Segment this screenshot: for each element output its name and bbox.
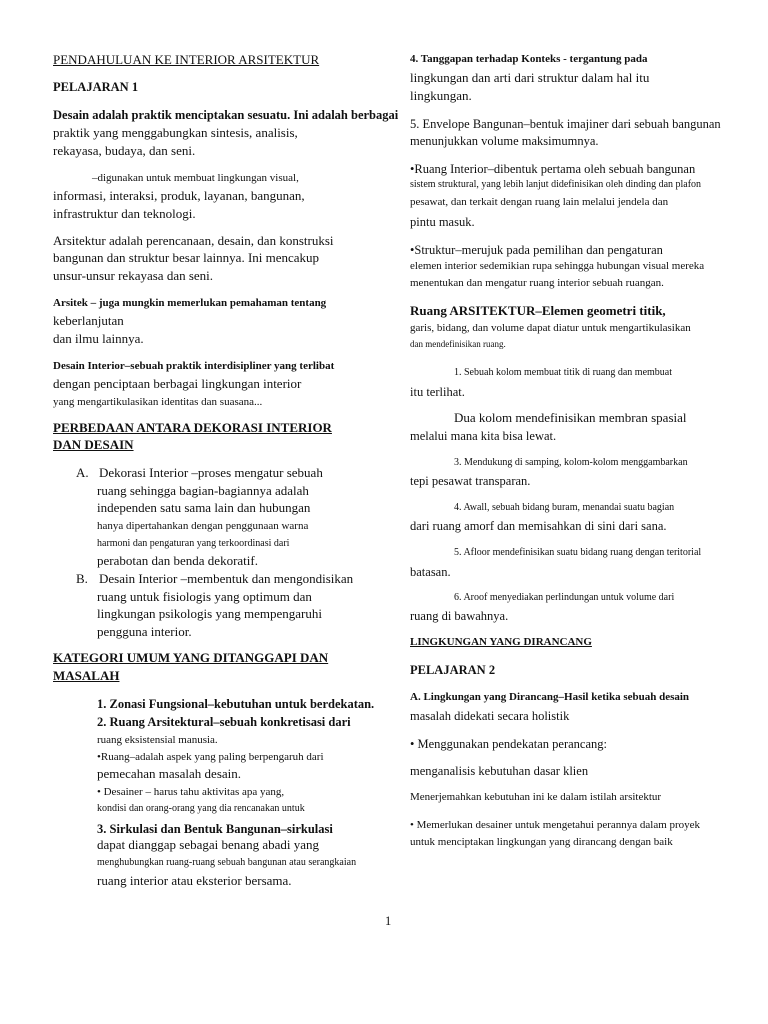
list-item-line: •Ruang–adalah aspek yang paling berpengaruh dari	[97, 751, 324, 763]
list-item-line: 2. Ruang Arsitektural–sebuah konkretisasi dari	[97, 715, 351, 729]
list-item-line: batasan.	[410, 565, 451, 579]
paragraph-line: untuk menciptakan lingkungan yang dirancang dengan baik	[410, 836, 673, 848]
list-item-line: ruang eksistensial manusia.	[97, 734, 218, 746]
paragraph-line: lingkungan.	[410, 88, 472, 103]
list-item-line: melalui mana kita bisa lewat.	[410, 429, 557, 443]
list-item-line: 1. Sebuah kolom membuat titik di ruang dan membuat	[454, 367, 673, 378]
bullet-line: • Menggunakan pendekatan perancang:	[410, 737, 608, 751]
section-heading: PERBEDAAN ANTARA DEKORASI INTERIOR	[53, 420, 332, 435]
lesson-heading: PELAJARAN 1	[53, 80, 139, 94]
paragraph-line: masalah didekati secara holistik	[410, 709, 570, 723]
paragraph-line: elemen interior sedemikian rupa sehingga hubungan visual mereka	[410, 260, 705, 272]
paragraph-line: praktik yang menggabungkan sintesis, analisis,	[53, 125, 298, 140]
list-item-line: Desain Interior –membentuk dan mengondisikan	[99, 571, 354, 586]
paragraph-line: menentukan dan mengatur ruang interior sebuah ruangan.	[410, 277, 664, 289]
section-heading: LINGKUNGAN YANG DIRANCANG	[410, 636, 592, 648]
list-item-line: 1. Zonasi Fungsional–kebutuhan untuk berdekatan.	[97, 697, 375, 711]
paragraph-line: rekayasa, budaya, dan seni.	[53, 143, 196, 158]
list-item-line: ruang interior atau eksterior bersama.	[97, 873, 292, 888]
paragraph-line: lingkungan dan arti dari struktur dalam hal itu	[410, 70, 650, 85]
paragraph-line: •Ruang Interior–dibentuk pertama oleh sebuah bangunan	[410, 162, 696, 176]
list-item-line: ruang untuk fisiologis yang optimum dan	[97, 589, 312, 604]
list-item-line: 3. Sirkulasi dan Bentuk Bangunan–sirkulasi	[97, 822, 333, 836]
paragraph-line: dan ilmu lainnya.	[53, 331, 144, 346]
paragraph-line: •Struktur–merujuk pada pemilihan dan pengaturan	[410, 243, 663, 257]
paragraph-line: Desain adalah praktik menciptakan sesuatu. Ini adalah berbagai	[53, 108, 399, 122]
list-item-line: hanya dipertahankan dengan penggunaan warna	[97, 520, 309, 532]
list-marker: A.	[76, 465, 89, 480]
paragraph-line: dengan penciptaan berbagai lingkungan interior	[53, 376, 302, 391]
list-item-line: 4. Awall, sebuah bidang buram, menandai suatu bagian	[454, 502, 675, 513]
paragraph-line: garis, bidang, dan volume dapat diatur untuk mengartikulasikan	[410, 322, 691, 334]
paragraph-line: menganalisis kebutuhan dasar klien	[410, 764, 589, 778]
paragraph-line: bangunan dan struktur besar lainnya. Ini mencakup	[53, 250, 320, 265]
paragraph-line: informasi, interaksi, produk, layanan, bangunan,	[53, 188, 305, 203]
paragraph-line: pintu masuk.	[410, 215, 475, 229]
list-item-line: menghubungkan ruang-ruang sebuah bangunan atau serangkaian	[97, 857, 357, 868]
list-item-line: Dekorasi Interior –proses mengatur sebuah	[99, 465, 323, 480]
list-item-line: independen satu sama lain dan hubungan	[97, 500, 311, 515]
list-item-line: 6. Aroof menyediakan perlindungan untuk volume dari	[454, 592, 675, 603]
paragraph-line: sistem struktural, yang lebih lanjut didefinisikan oleh dinding dan plafon	[410, 179, 702, 190]
paragraph-line: keberlanjutan	[53, 313, 124, 328]
paragraph-line: 4. Tanggapan terhadap Konteks - tergantung pada	[410, 53, 648, 65]
list-item-line: kondisi dan orang-orang yang dia rencanakan untuk	[97, 803, 305, 814]
page-number: 1	[385, 914, 392, 928]
paragraph-line: Arsitek – juga mungkin memerlukan pemahaman tentang	[53, 297, 327, 309]
list-item-line: ruang sehingga bagian-bagiannya adalah	[97, 483, 309, 498]
paragraph-line: pesawat, dan terkait dengan ruang lain melalui jendela dan	[410, 196, 669, 208]
paragraph-line: unsur-unsur rekayasa dan seni.	[53, 268, 214, 283]
list-item-line: ruang di bawahnya.	[410, 609, 509, 623]
list-item-line: dapat dianggap sebagai benang abadi yang	[97, 837, 319, 852]
lesson-heading: PELAJARAN 2	[410, 663, 496, 677]
list-item-line: Dua kolom mendefinisikan membran spasial	[454, 410, 687, 425]
list-item-line: pengguna interior.	[97, 624, 192, 639]
bullet-line: • Memerlukan desainer untuk mengetahui perannya dalam proyek	[410, 819, 701, 831]
list-marker: B.	[76, 571, 88, 586]
paragraph-line: infrastruktur dan teknologi.	[53, 206, 196, 221]
section-heading: MASALAH	[53, 668, 120, 683]
paragraph-line: Menerjemahkan kebutuhan ini ke dalam istilah arsitektur	[410, 791, 662, 803]
paragraph-line: –digunakan untuk membuat lingkungan visual,	[92, 172, 299, 184]
paragraph-line: Arsitektur adalah perencanaan, desain, dan konstruksi	[53, 233, 334, 248]
paragraph-line: dan mendefinisikan ruang.	[410, 339, 506, 349]
list-item-line: perabotan dan benda dekoratif.	[97, 553, 258, 568]
list-item-line: dari ruang amorf dan memisahkan di sini dari sana.	[410, 519, 667, 533]
list-item-line: • Desainer – harus tahu aktivitas apa yang,	[97, 786, 285, 798]
paragraph-line: 5. Envelope Bangunan–bentuk imajiner dari sebuah bangunan	[410, 117, 721, 131]
list-item-line: tepi pesawat transparan.	[410, 474, 531, 488]
paragraph-line: menunjukkan volume maksimumnya.	[410, 134, 599, 148]
section-heading: KATEGORI UMUM YANG DITANGGAPI DAN	[53, 650, 329, 665]
list-item-line: itu terlihat.	[410, 385, 465, 399]
list-item-line: harmoni dan pengaturan yang terkoordinasi dari	[97, 538, 290, 549]
paragraph-line: yang mengartikulasikan identitas dan suasana...	[53, 396, 263, 408]
document-title: PENDAHULUAN KE INTERIOR ARSITEKTUR	[53, 52, 320, 67]
paragraph-line: A. Lingkungan yang Dirancang–Hasil ketika sebuah desain	[410, 691, 690, 703]
list-item-line: lingkungan psikologis yang mempengaruhi	[97, 606, 322, 621]
paragraph-line: Desain Interior–sebuah praktik interdisipliner yang terlibat	[53, 360, 335, 372]
list-item-line: 5. Afloor mendefinisikan suatu bidang ruang dengan teritorial	[454, 547, 702, 558]
section-heading: DAN DESAIN	[53, 437, 134, 452]
section-heading: Ruang ARSITEKTUR–Elemen geometri titik,	[410, 303, 666, 318]
list-item-line: pemecahan masalah desain.	[97, 766, 242, 781]
list-item-line: 3. Mendukung di samping, kolom-kolom menggambarkan	[454, 457, 688, 468]
